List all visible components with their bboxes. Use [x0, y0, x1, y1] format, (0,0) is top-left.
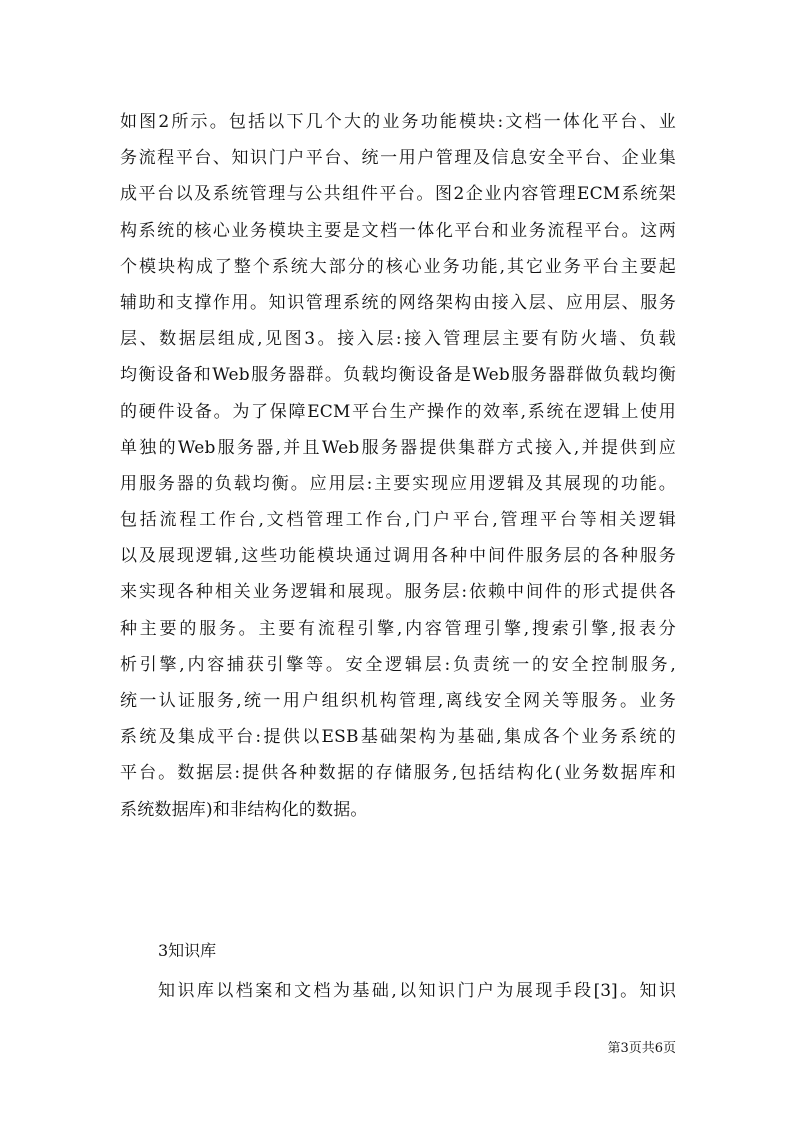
body-line: 析引擎,内容捕获引擎等。安全逻辑层:负责统一的安全控制服务, [120, 654, 676, 675]
body-line: 统一认证服务,统一用户组织机构管理,离线安全网关等服务。业务 [120, 691, 676, 711]
body-line: 用服务器的负载均衡。应用层:主要实现应用逻辑及其展现的功能。 [120, 473, 676, 494]
body-line: 的硬件设备。为了保障ECM平台生产操作的效率,系统在逻辑上使用 [120, 401, 676, 422]
body-line: 辅助和支撑作用。知识管理系统的网络架构由接入层、应用层、服务 [120, 292, 676, 313]
body-line: 构系统的核心业务模块主要是文档一体化平台和业务流程平台。这两 [120, 220, 676, 241]
body-line-last: 系统数据库)和非结构化的数据。 [120, 799, 368, 820]
body-line: 包括流程工作台,文档管理工作台,门户平台,管理平台等相关逻辑 [120, 510, 676, 531]
body-line: 均衡设备和Web服务器群。负载均衡设备是Web服务器群做负载均衡 [120, 365, 676, 386]
body-line: 系统及集成平台:提供以ESB基础架构为基础,集成各个业务系统的 [120, 727, 676, 748]
section-first-line: 知识库以档案和文档为基础,以知识门户为展现手段[3]。知识 [158, 981, 676, 1001]
body-line: 层、数据层组成,见图3。接入层:接入管理层主要有防火墙、负载 [120, 329, 676, 350]
body-text [120, 104, 676, 828]
body-line: 来实现各种相关业务逻辑和展现。服务层:依赖中间件的形式提供各 [120, 582, 676, 603]
body-line: 平台。数据层:提供各种数据的存储服务,包括结构化(业务数据库和 [120, 763, 676, 784]
page-footer: 第3页共6页 [607, 1041, 676, 1056]
body-line: 单独的Web服务器,并且Web服务器提供集群方式接入,并提供到应 [120, 437, 676, 458]
section-heading: 3知识库 [158, 941, 217, 960]
body-line: 种主要的服务。主要有流程引擎,内容管理引擎,搜索引擎,报表分 [120, 618, 676, 639]
body-line: 以及展现逻辑,这些功能模块通过调用各种中间件服务层的各种服务 [120, 546, 676, 567]
body-line: 务流程平台、知识门户平台、统一用户管理及信息安全平台、企业集 [120, 148, 676, 169]
body-line: 个模块构成了整个系统大部分的核心业务功能,其它业务平台主要起 [120, 256, 676, 277]
body-line: 如图2所示。包括以下几个大的业务功能模块:文档一体化平台、业 [120, 112, 676, 132]
body-line: 成平台以及系统管理与公共组件平台。图2企业内容管理ECM系统架 [120, 184, 676, 205]
